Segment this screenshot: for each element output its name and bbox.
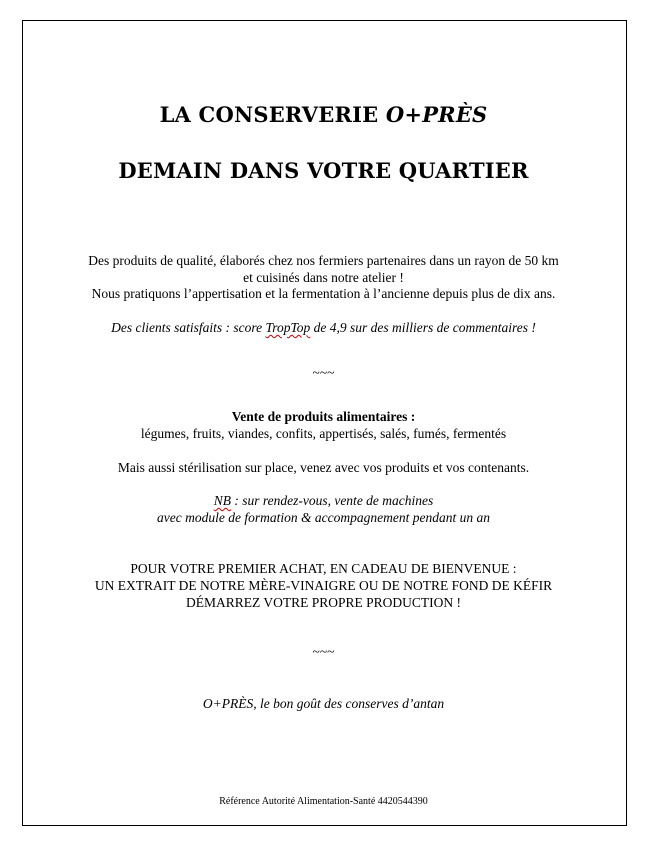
slogan: O+PRÈS, le bon goût des conserves d’antan — [202, 696, 445, 711]
offer-line-3: DÉMARREZ VOTRE PROPRE PRODUCTION ! — [185, 595, 462, 610]
intro-line-1: Des produits de qualité, élaborés chez nos fermiers partenaires dans un rayon de 50 km — [88, 253, 559, 268]
review-site: TropTop — [265, 320, 311, 335]
footer-reference: Référence Autorité Alimentation-Santé 4420544390 — [219, 796, 428, 807]
intro-line-2: et cuisinés dans notre atelier ! — [243, 270, 404, 285]
title-brand: O+PRÈS — [385, 102, 488, 127]
page-subtitle: DEMAIN DANS VOTRE QUARTIER — [118, 158, 529, 183]
sales-list: légumes, fruits, viandes, confits, appertisés, salés, fumés, fermentés — [140, 426, 507, 441]
review-line — [0, 320, 647, 336]
review-before: Des clients satisfaits : score — [111, 320, 266, 335]
note-line-2: avec module de formation & accompagnement pendant un an — [157, 510, 490, 525]
title-prefix: LA CONSERVERIE — [159, 102, 386, 127]
intro-line-3: Nous pratiquons l’appertisation et la fermentation à l’ancienne depuis plus de dix ans. — [91, 286, 556, 301]
sales-sterilisation: Mais aussi stérilisation sur place, venez avec vos produits et vos contenants. — [117, 460, 530, 475]
note-line-1 — [0, 493, 647, 509]
offer-line-1: POUR VOTRE PREMIER ACHAT, EN CADEAU DE BIENVENUE : — [130, 561, 517, 576]
separator-2: ~~~ — [312, 644, 335, 659]
sales-heading: Vente de produits alimentaires : — [231, 409, 416, 424]
page-title — [0, 102, 647, 127]
offer-line-2: UN EXTRAIT DE NOTRE MÈRE-VINAIGRE OU DE NOTRE FOND DE KÉFIR — [94, 578, 553, 593]
review-after: de 4,9 sur des milliers de commentaires ! — [310, 320, 536, 335]
note-line-1-rest: : sur rendez-vous, vente de machines — [230, 493, 434, 508]
note-nb: NB — [213, 493, 231, 508]
separator-1: ~~~ — [312, 365, 335, 380]
